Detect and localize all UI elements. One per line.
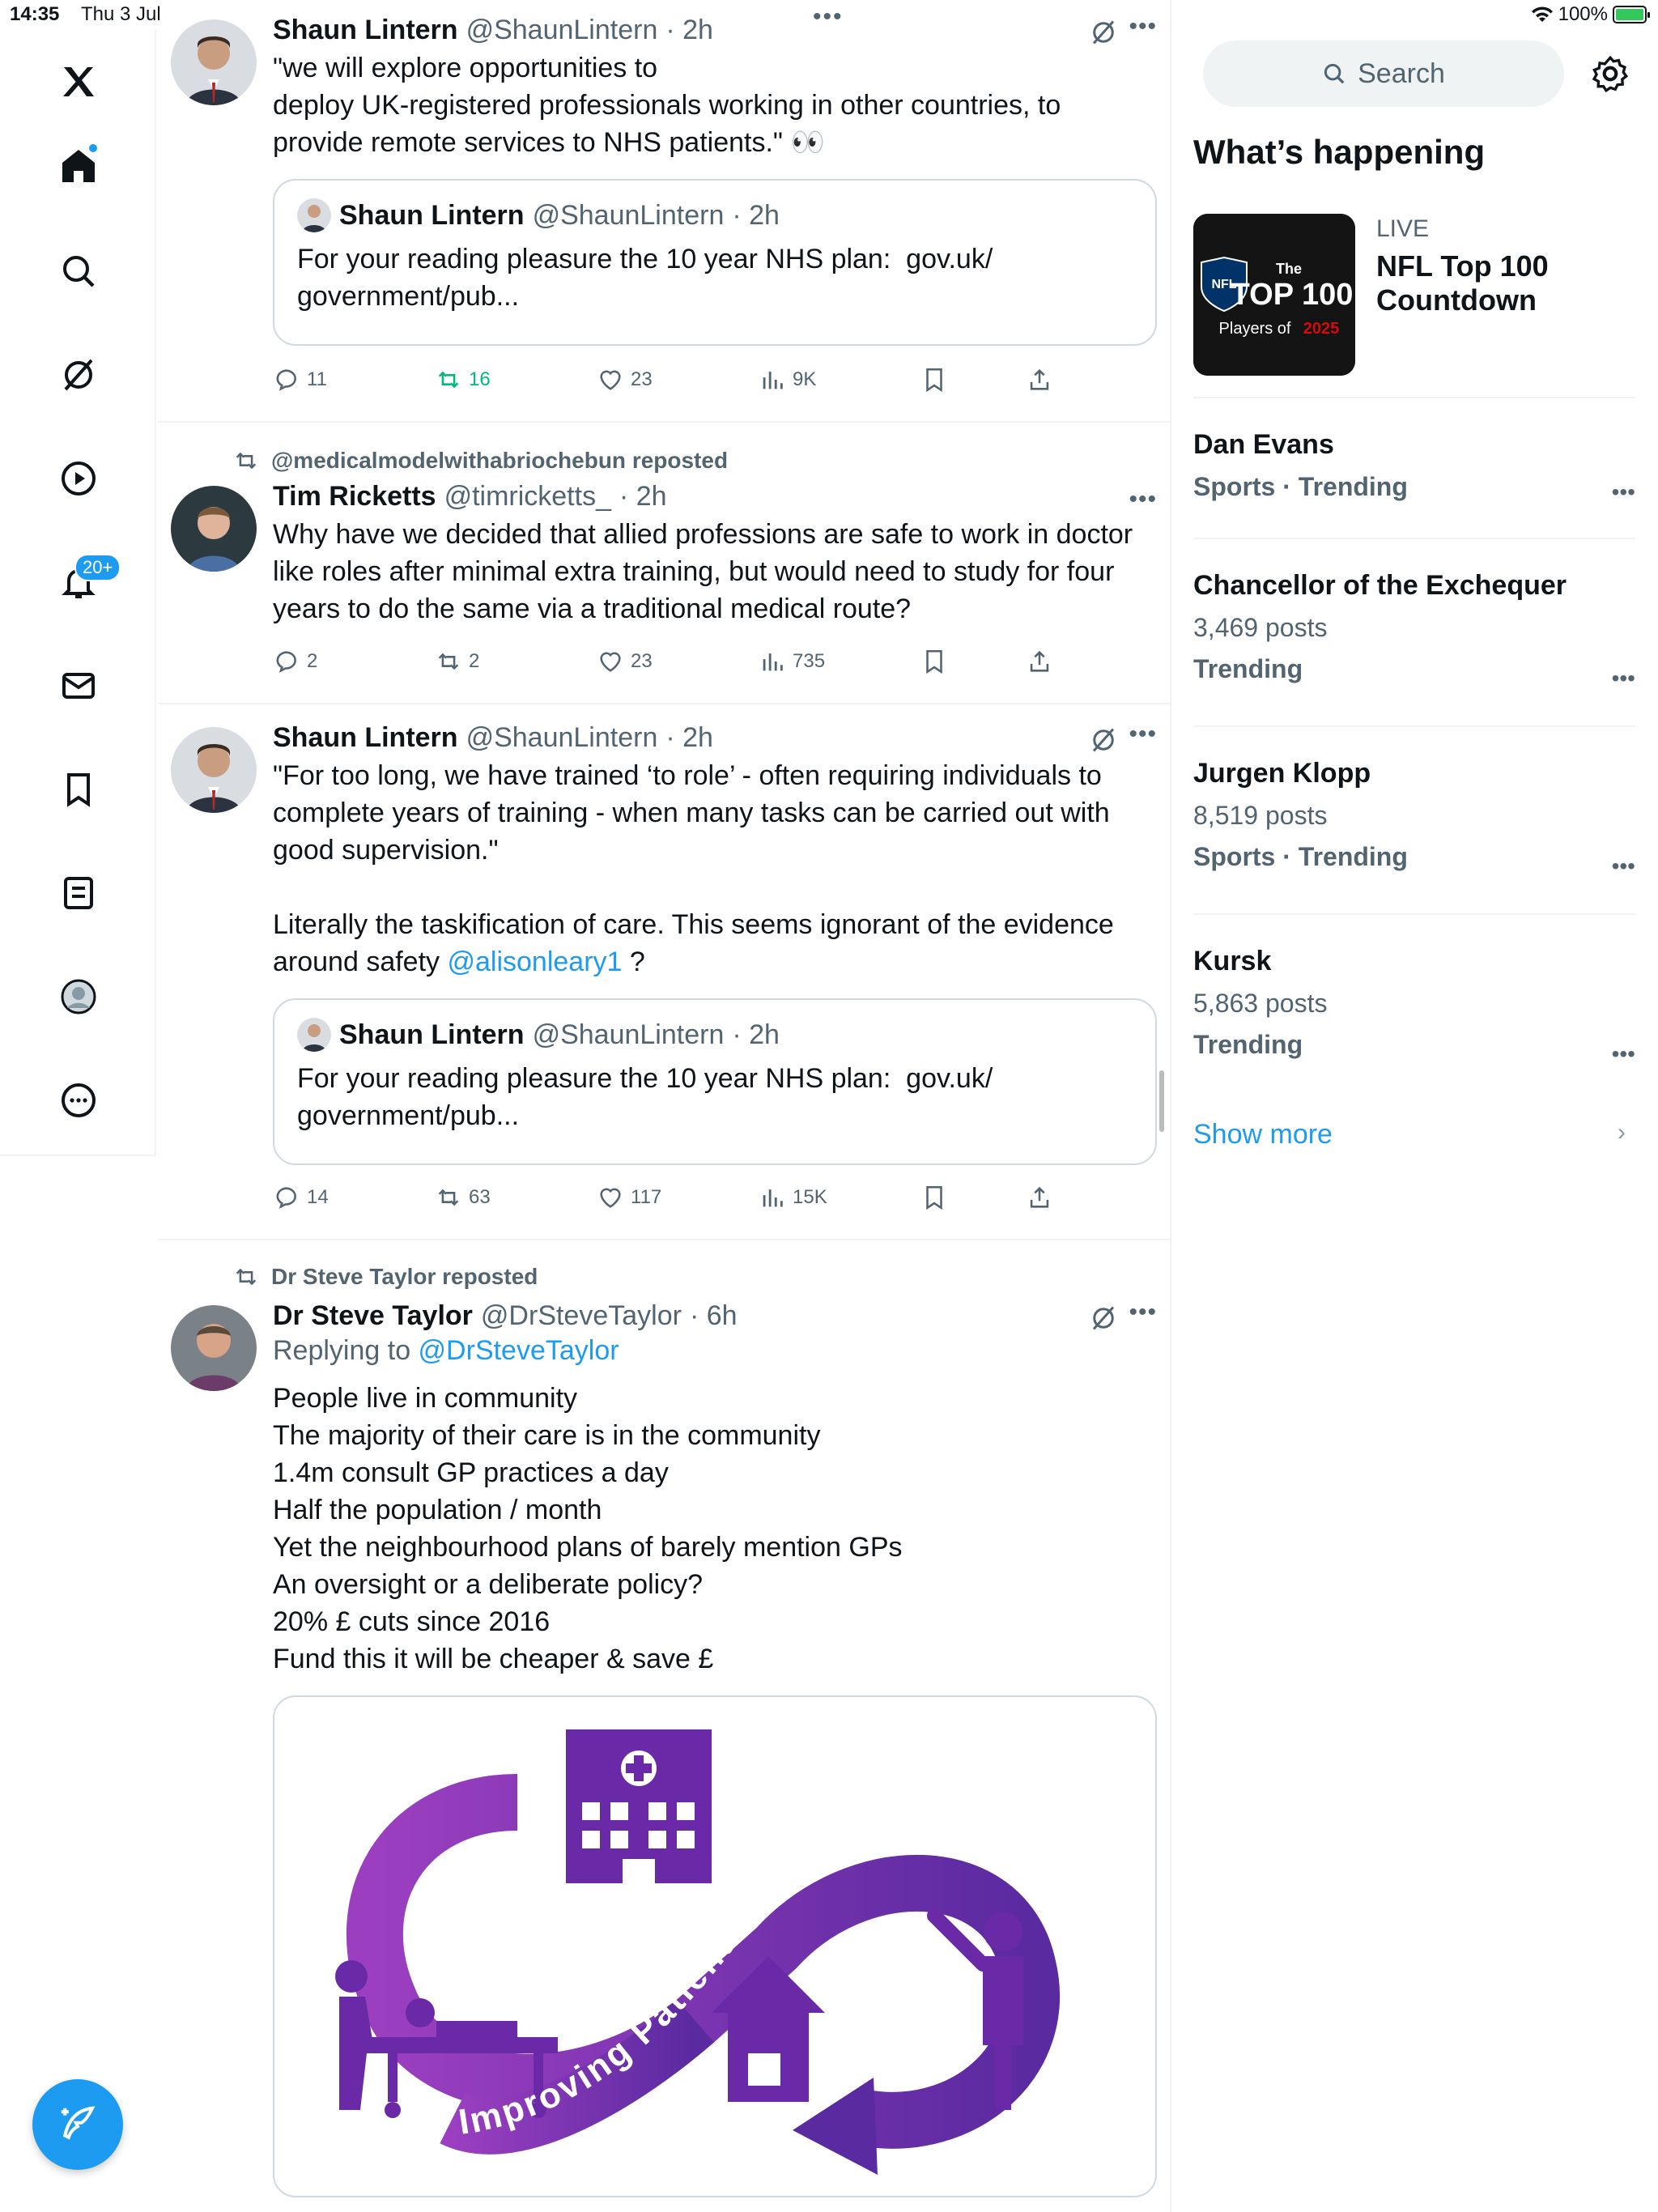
author-name[interactable]: Shaun Lintern [273,15,458,45]
author-handle[interactable]: @ShaunLintern [466,15,658,45]
tweet[interactable] [158,1240,1171,2212]
repost-icon [435,366,462,393]
more-options-icon[interactable]: ••• [1129,13,1157,40]
left-nav [0,29,156,1156]
list-icon [59,874,98,912]
trend-more-icon[interactable]: ••• [1611,479,1635,504]
tweet-text-end: ? [622,946,645,977]
reply-icon [273,1184,300,1211]
tweet-text: People live in community The majority of their care is in the community 1.4m consult GP practices a day Half the population / month Yet the neighbourhood plans of barely mention GPs An oversight or a deliberate policy? 20% £ cuts since 2016 Fund this it will be cheaper & save £ [273,1383,903,1674]
trend-posts: 3,469 posts [1193,613,1328,642]
logo-text: Improving Patient Flow [456,1844,808,2142]
tweet-header [273,1300,1157,1332]
nav-grok[interactable] [45,342,112,408]
trend-posts: 8,519 posts [1193,801,1328,830]
avatar[interactable] [171,1305,257,1391]
like-count: 23 [631,368,653,390]
x-logo-icon [59,62,98,101]
status-time: 14:35 [10,3,60,25]
search-icon [1322,62,1346,86]
trend-item[interactable] [1193,538,1635,725]
trend-item[interactable] [1193,725,1635,913]
battery-icon [1613,6,1647,23]
bookmark-button[interactable] [920,1184,948,1211]
tweet-time[interactable]: · 2h [665,722,713,753]
tweet-header [273,722,1157,754]
live-label: LIVE [1376,215,1430,242]
avatar[interactable] [171,486,257,572]
reply-button[interactable] [273,1184,329,1211]
quote-avatar [297,1018,331,1052]
tweet-actions [273,648,1157,680]
author-name[interactable]: Shaun Lintern [273,722,458,753]
author-handle[interactable]: @DrSteveTaylor [480,1300,682,1331]
tweet-time[interactable]: · 2h [619,481,667,512]
quote-author-name: Shaun Lintern [339,1019,525,1050]
tweet-text-main: "For too long, we have trained ‘to role’ - often requiring individuals to complete years of training - when many tasks can be carried out with good supervision." Literally the taskification of care. This seems ignorant of the evidence around safety [273,760,1114,977]
improving-patient-flow-logo [274,1697,1157,2197]
like-count: 23 [631,650,653,672]
compose-feather-icon [56,2103,100,2146]
replying-to-label: Replying to [273,1335,419,1366]
share-button[interactable] [1026,648,1053,675]
nfl-top100-image [1193,214,1355,376]
nav-home[interactable] [45,133,112,199]
quote-time: · 2h [732,199,780,231]
bookmark-button[interactable] [920,366,948,393]
like-count: 117 [631,1186,662,1208]
nav-bookmarks[interactable] [45,756,112,823]
trend-more-icon[interactable]: ••• [1611,853,1635,878]
heart-icon [597,648,624,675]
more-options-icon[interactable]: ••• [1129,1299,1157,1325]
quote-text: For your reading pleasure the 10 year NHS plan: gov.uk/ government/pub... [297,244,993,312]
tweet-text: "we will explore opportunities to deploy UK-registered professionals working in other countries, to provide remote services to NHS patients." 👀 [273,53,1061,158]
whats-happening-heading: What’s happening [1193,133,1486,171]
multitasking-dots-icon[interactable]: ••• [813,3,844,30]
reply-button[interactable] [273,648,317,675]
live-image-year: 2025 [1303,320,1340,338]
feed-scrollbar[interactable] [1159,1070,1164,1132]
like-button[interactable] [597,1184,661,1211]
tweet-actions [273,366,1157,398]
repost-icon [435,648,462,675]
status-date: Thu 3 Jul [81,3,161,25]
share-icon [1026,366,1053,393]
reply-count: 11 [307,368,327,390]
reply-icon [273,648,300,675]
replying-to [273,1335,1157,1367]
heart-icon [597,366,624,393]
x-logo-icon[interactable] [45,49,112,115]
live-image-line1: The [1275,261,1303,277]
search-input[interactable] [1203,40,1564,107]
timeline-feed[interactable] [158,0,1171,2212]
repost-count: 2 [469,650,480,672]
nav-explore[interactable] [45,238,112,304]
trend-name: Dan Evans [1193,429,1334,460]
grok-icon[interactable] [1089,18,1118,47]
heart-icon [597,1184,624,1211]
envelope-icon [59,666,98,705]
repost-context-text: @medicalmodelwithabriochebun reposted [271,448,729,473]
mention-link[interactable]: @alisonleary1 [447,946,623,977]
trend-name: Chancellor of the Exchequer [1193,570,1567,601]
repost-count: 16 [469,368,491,390]
trend-item[interactable] [1193,397,1635,538]
author-name[interactable]: Tim Ricketts [273,481,436,512]
repost-button[interactable] [435,366,491,393]
live-image-line2: TOP 100 [1231,278,1354,312]
more-circle-icon [59,1081,98,1120]
svg-text:NFL: NFL [1211,278,1237,291]
profile-avatar-icon [59,977,98,1016]
avatar[interactable] [171,727,257,813]
reply-button[interactable] [273,366,327,393]
tweet-actions [273,1184,1157,1216]
reply-icon [273,366,300,393]
trend-meta: Trending [1193,1030,1303,1059]
analytics-icon [759,1184,786,1211]
quote-tweet[interactable] [273,179,1157,346]
tweet-text: Why have we decided that allied professions are safe to work in doctor like roles after minimal extra training, but would need to study for four years to do the same via a traditional medical route? [273,519,1141,624]
grok-icon[interactable] [1089,1304,1118,1333]
trend-item[interactable] [1193,913,1635,1101]
avatar[interactable] [171,19,257,105]
quote-author-handle: @ShaunLintern [532,1019,725,1050]
repost-context[interactable] [232,447,728,474]
like-button[interactable] [597,648,653,675]
quote-author-name: Shaun Lintern [339,199,525,231]
tweet-time[interactable]: · 2h [665,15,713,45]
tweet-image[interactable] [273,1695,1157,2197]
trend-posts: 5,863 posts [1193,989,1328,1018]
quote-time: · 2h [732,1019,780,1050]
analytics-icon [759,366,786,393]
quote-avatar [297,198,331,232]
tweet-text [273,757,1157,981]
replying-to-handle[interactable]: @DrSteveTaylor [418,1335,619,1366]
repost-icon [435,1184,462,1211]
repost-button[interactable] [435,1184,491,1211]
quote-tweet[interactable] [273,998,1157,1165]
trend-meta: Sports · Trending [1193,472,1408,501]
views-button[interactable] [759,648,825,675]
wifi-icon [1531,6,1554,23]
bookmark-button[interactable] [920,648,948,675]
trend-name: Kursk [1193,946,1272,976]
share-button[interactable] [1026,366,1053,393]
views-button[interactable] [759,366,816,393]
repost-context[interactable] [232,1263,538,1291]
more-options-icon[interactable]: ••• [1129,486,1157,513]
trend-more-icon[interactable]: ••• [1611,666,1635,691]
tweet[interactable] [158,0,1171,423]
repost-context-text: Dr Steve Taylor reposted [271,1264,538,1289]
analytics-icon [759,648,786,675]
tweet-header [273,15,1157,46]
reply-count: 14 [307,1186,329,1208]
tweet-time[interactable]: · 6h [689,1300,738,1331]
reply-count: 2 [307,650,318,672]
battery-percent: 100% [1558,3,1608,25]
more-options-icon[interactable]: ••• [1129,721,1157,747]
bookmark-icon [920,366,948,393]
trend-meta: Trending [1193,654,1303,683]
like-button[interactable] [597,366,653,393]
live-title[interactable]: NFL Top 100 Countdown [1376,249,1549,317]
notifications-badge: 20+ [74,554,121,581]
right-sidebar [1172,29,1658,2212]
nav-more[interactable] [45,1067,112,1134]
quote-author-handle: @ShaunLintern [532,199,725,231]
view-count: 15K [793,1186,827,1208]
bookmark-icon [920,648,948,675]
tweet[interactable] [158,423,1171,704]
trend-meta: Sports · Trending [1193,842,1408,871]
trend-more-icon[interactable]: ••• [1611,1041,1635,1066]
share-icon [1026,648,1053,675]
nav-messages[interactable] [45,653,112,719]
bookmark-icon [59,770,98,809]
view-count: 735 [793,650,826,672]
nav-notifications[interactable] [45,549,112,615]
repost-icon [232,1263,260,1291]
nav-lists[interactable] [45,860,112,926]
share-icon [1026,1184,1053,1211]
status-right [1531,3,1647,26]
tweet[interactable] [158,704,1171,1240]
gear-icon[interactable] [1590,53,1630,94]
share-button[interactable] [1026,1184,1053,1211]
nav-profile[interactable] [45,963,112,1030]
home-unread-dot [87,143,99,154]
grok-icon [59,355,98,394]
live-image-line3: Players of [1218,320,1291,338]
show-more-link[interactable]: Show more [1193,1119,1333,1150]
repost-count: 63 [469,1186,491,1208]
search-placeholder: Search [1358,57,1445,89]
repost-button[interactable] [435,648,479,675]
chevron-right-icon[interactable]: › [1618,1119,1626,1146]
trend-name: Jurgen Klopp [1193,758,1371,789]
bookmark-icon [920,1184,948,1211]
repost-icon [232,447,260,474]
author-handle[interactable]: @timricketts_ [444,481,611,512]
quote-text: For your reading pleasure the 10 year NHS plan: gov.uk/ government/pub... [297,1063,993,1131]
views-button[interactable] [759,1184,827,1211]
author-handle[interactable]: @ShaunLintern [466,722,658,753]
search-icon [59,252,98,291]
compose-post-button[interactable] [32,2079,123,2170]
nav-video[interactable] [45,445,112,512]
tweet-header [273,481,1157,513]
grok-icon[interactable] [1089,725,1118,755]
play-icon [59,459,98,498]
live-event-thumbnail[interactable] [1193,214,1355,376]
view-count: 9K [793,368,817,390]
author-name[interactable]: Dr Steve Taylor [273,1300,473,1331]
